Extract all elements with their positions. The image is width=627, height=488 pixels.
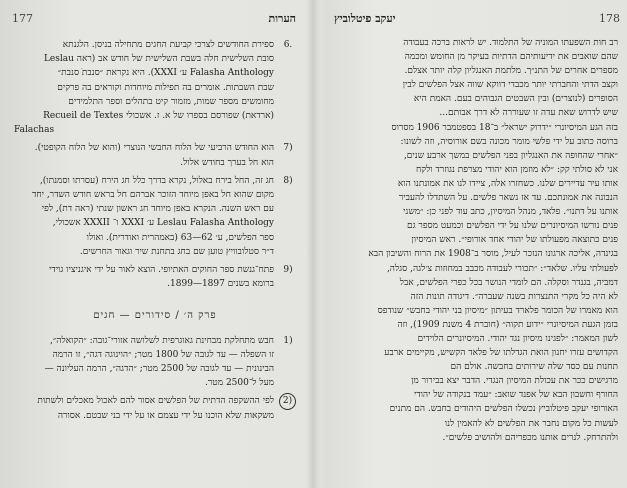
footnote-line: מעל ל־2500 מטר. xyxy=(205,378,274,389)
left-page-header xyxy=(12,12,296,25)
body-line: האורופי יעקב פיטלוביץ נכשלו הפלשים היהודים בחבש. הם מתנים xyxy=(389,404,618,415)
footnote-line: סובת השלישית חלה בשבת השלישית של חודש אב (ראה Leslau xyxy=(43,54,274,65)
footnote-line: (ארדאת) שפורסם בספרו של א. ז. אשכולי Recueil de Textes xyxy=(43,111,274,122)
body-line: שיש לדרוש שאת עדה זו שעוררה לא דרך אבותם... xyxy=(439,108,618,119)
footnote-line: הוא החודש הרביעי של הלוח החבשי הנוצרי (והוא של הלוח הקופטי). xyxy=(34,143,274,154)
body-line: דמביה, בגנדר וסקלה. הם לומדי הנושר בכל כפרי הפלשים, אבל xyxy=(399,277,618,288)
body-line: אותנו על דתנו״. פלאד, מנהל המיסיון, כתב עוד לפני כן: ״משני xyxy=(403,207,618,218)
footnote-line: משקאות שלא הוכנו על ידי עצמם או על ידי בני שבטם. אסורה xyxy=(57,410,274,421)
right-running-head: יעקב פיטלוביץ xyxy=(334,12,396,25)
right-page-body xyxy=(334,36,618,445)
footnote-line: ברומא בשנים 1897—1899. xyxy=(167,279,274,290)
footnote-1 xyxy=(14,334,296,391)
footnote-line: לפי ההשקפה הדתית של הפלשים אסור להם לאכול מאכלים ולשתות xyxy=(37,396,274,407)
body-line: מספרים אחרים של התנ״ך. מלתמת האנגליון קלה יותר אצלם. xyxy=(404,66,618,77)
right-page-header xyxy=(334,12,620,25)
body-line: וקצב הדתי והחברתי יותר מכבדי דווקא שווה אצל הפלשים לבין xyxy=(402,80,618,91)
body-line: הוא מאמרו של הכומר פלארד בעיתון ״מיסיון בני יהודי בחבש״ שנודפס xyxy=(377,305,618,316)
footnote-line: ספר הפלשים, ע׳ 62—63 (באמהרית ואודרית). ואולו xyxy=(86,232,274,243)
body-line: הנבונה את אמונתכם. עד אז נשאר פלשים. על השתדלו להעביר xyxy=(398,193,618,204)
body-line: ברוסה כתוב על ידי פלשי מומר מכונה בשם אורוסיה, וזה לשונו: xyxy=(400,136,618,147)
body-line: פנים נורשו המיסיונרים שלנו על ידי הפלשים וכמעט מספר גם xyxy=(406,221,618,232)
body-line: בגינדה, אליכה ארגונו הנזכר לעיל, מוסר ב־1908 את הרוח והשיבון הבא xyxy=(368,249,618,260)
body-line: החורף וחשבון הבא של אפנד שואב: ״עמד בנקודה של יהודי xyxy=(413,390,618,401)
body-line: תחנות עם כסד שלה שירותים בחבשה. אולם הם xyxy=(450,362,618,373)
body-line: לעשות כל מקום נחבר את הפלשים לא להאמין לנו xyxy=(444,418,618,429)
footnote-line: ספירת החודשים לצרכי קביעת החגים מתחילה בניסן. הלגנתא xyxy=(62,40,274,50)
footnote-9 xyxy=(14,263,296,291)
footnote-line: מחומשים מספר שמות, מזמור קיט בתהלים וספר התלמידים xyxy=(68,96,274,107)
body-line: הקדושים עזרו יחנון הואת הגדלתו של פלאד הקשיש, מקיימים ארבע xyxy=(384,348,618,359)
footnote-line: Falasha Anthology ע׳ XXXI). היא נקראת ״סנבתׂ סנבת״ xyxy=(57,68,274,79)
chapter-heading: פרק ה׳ / סידורים — חגים xyxy=(93,310,217,322)
footnote-number: 7) xyxy=(283,143,293,154)
left-page-body xyxy=(14,38,296,427)
body-line: הסופרים (לנוצרים) ובין השבטים הגבוהים בעם. האמת היא xyxy=(413,94,618,105)
footnote-7 xyxy=(14,141,296,169)
footnote-line: מקום שהוא חל באפן מיוחד הזוכר אברהם חל בראש חודש השדר, יחד xyxy=(31,190,274,201)
book-gutter xyxy=(306,0,320,488)
body-line: שהם שואבים את ידיעותיהם הדתיות בעיקר מן החומש ומכמה xyxy=(404,52,618,63)
right-page xyxy=(320,0,627,488)
body-line: ולהתרחק. לנרים אותנו מכפריהם ולהושיב פלשים״. xyxy=(442,432,618,443)
body-line: מרגישים ככר את עכולת המיסיון הנגדי. הדבר יצא בבירור מן xyxy=(411,376,618,387)
body-line: בזמן הגעת המיסיונרי ״ידוע תקוה״ (חוברת 4 משנת 1909), וזה xyxy=(397,319,618,330)
body-line: ״אחרי שהחופה את האנגליון בפני הפלשים במשך ארבע שנים, xyxy=(403,150,618,161)
body-line: אני לא סולתי קק: ״לא מוזמן הוא יהודי מצרפת נגוזרד ולקח xyxy=(415,164,618,175)
footnote-line: Falachas xyxy=(14,125,55,136)
footnote-line: חבש מתחלקת מבחינת גאוגרפית לשלושה אזורי־גובה: ״הקואלה״, xyxy=(50,335,274,346)
footnote-line: עם ראש השנה. הנקרא באפן מיוחד חג ראשון שנתי (ראה דת), לפי xyxy=(41,204,274,215)
footnote-line: זו השפלה — עד לגובה של 1800 מטר; ״הוינוגה דגה״, זו הרמה xyxy=(52,349,274,360)
footnote-number: 6. xyxy=(283,40,293,50)
body-line: לא היה כל מקרי התנצרות בשנה שעברה״. דיגודה תונות הזה xyxy=(410,291,618,302)
footnote-line: הבינונית — עד לגובה של 2500 מטר; ״הדגה״, הרמה העליונה — xyxy=(44,364,274,375)
body-line: רב חות השפעתו המוניה של התלמוד. יש לראות ברכה בעבודה xyxy=(403,38,618,48)
footnote-number: 9) xyxy=(283,265,293,276)
footnote-line: פתח־גנשת ספר החוקים האתיופי. הוצא לאור על ידי איגניציו גוידי xyxy=(49,265,274,276)
right-page-number: 178 xyxy=(599,12,620,25)
body-line: בזה הגע המיסיונרי ״ידרוק ישראל״ ב־18 בספטמבר 1906 מסרוס xyxy=(391,122,618,133)
left-running-head: הערות xyxy=(268,12,296,25)
footnote-line: Leslau Falasha Anthology ע׳ XXXI ו־ XXXII אשכולי, xyxy=(52,218,274,229)
footnote-number: 1) xyxy=(283,335,293,346)
left-page-number: 177 xyxy=(12,12,33,25)
footnote-line: חג זה, החל בירח באלול, נקרא בדרך כלל חג הירח (עסרתו וסמנתו), xyxy=(39,175,274,186)
footnote-6 xyxy=(14,38,296,137)
footnote-line: הוא חל בערך בחודש אלול. xyxy=(180,157,274,168)
footnote-line: שבת השבתות. אומרים בה תפילות מיוחדות וקוראים בה פרקים xyxy=(57,82,274,93)
footnote-8 xyxy=(14,174,296,259)
body-line: לפעולתי עליו. שלאד״: ״תכורי לעבודה מכבב במחוזות צ׳לגה, סגלה, xyxy=(386,263,618,274)
body-line: פנים כתוצאה מפעולתו של יהודי אחד אורופי״. ראש המיסיון xyxy=(411,235,618,246)
footnote-number: 8) xyxy=(283,175,293,186)
footnote-line: ד״ר סטלובוויץ טוען שם בחג בתחנת שיר וגאור החרשים. xyxy=(79,246,274,257)
body-line: אותו עיר עדיירים שלנו. כשחזרו אלה, ציידו לנו את אמונתנו הוא xyxy=(397,178,618,189)
left-page xyxy=(0,0,306,488)
body-line: לשון המאמר: ״לפגינו מיסיון נגד יהודי. המיסיונרים הלוידים xyxy=(417,333,618,344)
circled-footnote-number: 2) xyxy=(279,393,296,410)
footnote-2 xyxy=(14,394,296,422)
